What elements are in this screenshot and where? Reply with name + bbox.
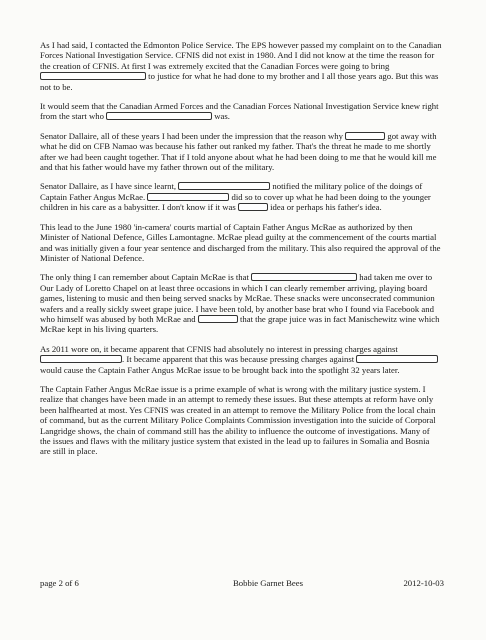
text-run: This lead to the June 1980 'in-camera' courts martial of Captain Father Angus McRae as authorized by then Minister of National Defence, Gilles Lamontagne. McRae plead guilty at the commencement of the courts martial and was initially given a four year sentence and discharged from the military. This also required the approval of the Minister of National Defence. <box>40 221 441 263</box>
text-run: idea or perhaps his father's idea. <box>267 202 382 213</box>
redaction-box <box>356 355 438 363</box>
text-run: would cause the Captain Father Angus McRae issue to be brought back into the spotlight 32 years later. <box>40 364 400 375</box>
redaction-box <box>198 315 238 323</box>
text-run: notified the military police of the doings of Captain Father Angus McRae. <box>40 181 423 202</box>
text-run: The only thing I can remember about Captain McRae is that <box>40 272 252 283</box>
text-run: Senator Dallaire, as I have since learnt, <box>40 181 179 192</box>
text-run: had taken me over to Our Lady of Loretto Chapel on at least three occasions in which I can clearly remember arriving, playing board games, listening to music and then being served snacks by McRae. These snacks were unconsecrated communion wafers and a really sickly sweet grape juice. I have been told, by another base brat who I found via Facebook and who himself was abused by both McRae and <box>40 272 435 324</box>
text-run: The Captain Father Angus McRae issue is a prime example of what is wrong with the military justice system. I realize that changes have been made in an attempt to remedy these issues. But these attempts at reform have only been halfhearted at most. Yes CFNIS was created in an attempt to remove the Military Police from the local chain of command, but as the current Military Police Complaints Commission investigation into the suicide of Corporal Langridge shows, the chain of command still has the ability to influence the outcome of investigations. Many of the issues and flaws with the military justice system that existed in the lead up to failures in Somalia and Bosnia are still in place. <box>40 383 436 457</box>
text-run: was. <box>212 111 230 122</box>
paragraph-8 <box>40 384 442 457</box>
paragraph-3 <box>40 131 442 173</box>
letter-body <box>40 40 442 466</box>
paragraph-7 <box>40 344 442 375</box>
redaction-box <box>345 132 385 140</box>
redaction-box <box>178 182 270 190</box>
text-run: got away with what he did on CFB Namao was because his father out ranked my father. That's the threat he made to me shortly after we had been caught together. That if I told anyone about what he had been doing to me that he would kill me and that his father would have my father thrown out of the military. <box>40 130 437 173</box>
redaction-box <box>251 273 357 281</box>
page-footer <box>40 577 444 589</box>
text-run: As I had said, I contacted the Edmonton Police Service. The EPS however passed my complaint on to the Canadian Forces National Investigation Service. CFNIS did not exist in 1980. And I did not know at the time the reason for the creation of CFNIS. At first I was extremely excited that the Canadian Forces were going to bring <box>40 40 442 71</box>
document-date: 2012-10-03 <box>403 578 444 588</box>
paragraph-4 <box>40 181 442 212</box>
paragraph-2 <box>40 101 442 122</box>
page-number: page 2 of 6 <box>40 578 79 588</box>
paragraph-1 <box>40 40 442 92</box>
text-run: Senator Dallaire, all of these years I had been under the impression that the reason why <box>40 130 346 141</box>
text-run: . It became apparent that this was because pressing charges against <box>122 354 357 365</box>
text-run: to justice for what he had done to my brother and I all those years ago. But this was not to be. <box>40 71 439 92</box>
text-run: It would seem that the Canadian Armed Forces and the Canadian Forces National Investigation Service knew right from the start who <box>40 101 439 122</box>
redaction-box <box>40 355 122 363</box>
text-run: did so to cover up what he had been doing to the younger children in his care as a babysitter. I don't know if it was <box>40 191 431 213</box>
redaction-box <box>106 112 212 120</box>
text-run: As 2011 wore on, it became apparent that CFNIS had absolutely no interest in pressing charges against <box>40 343 398 354</box>
paragraph-6 <box>40 272 442 334</box>
redaction-box <box>238 203 268 211</box>
text-run: that the grape juice was in fact Manischewitz wine which McRae kept in his living quarters. <box>40 313 440 335</box>
author-name: Bobbie Garnet Bees <box>233 578 303 588</box>
paragraph-5 <box>40 222 442 264</box>
redaction-box <box>147 193 229 201</box>
redaction-box <box>40 72 146 80</box>
